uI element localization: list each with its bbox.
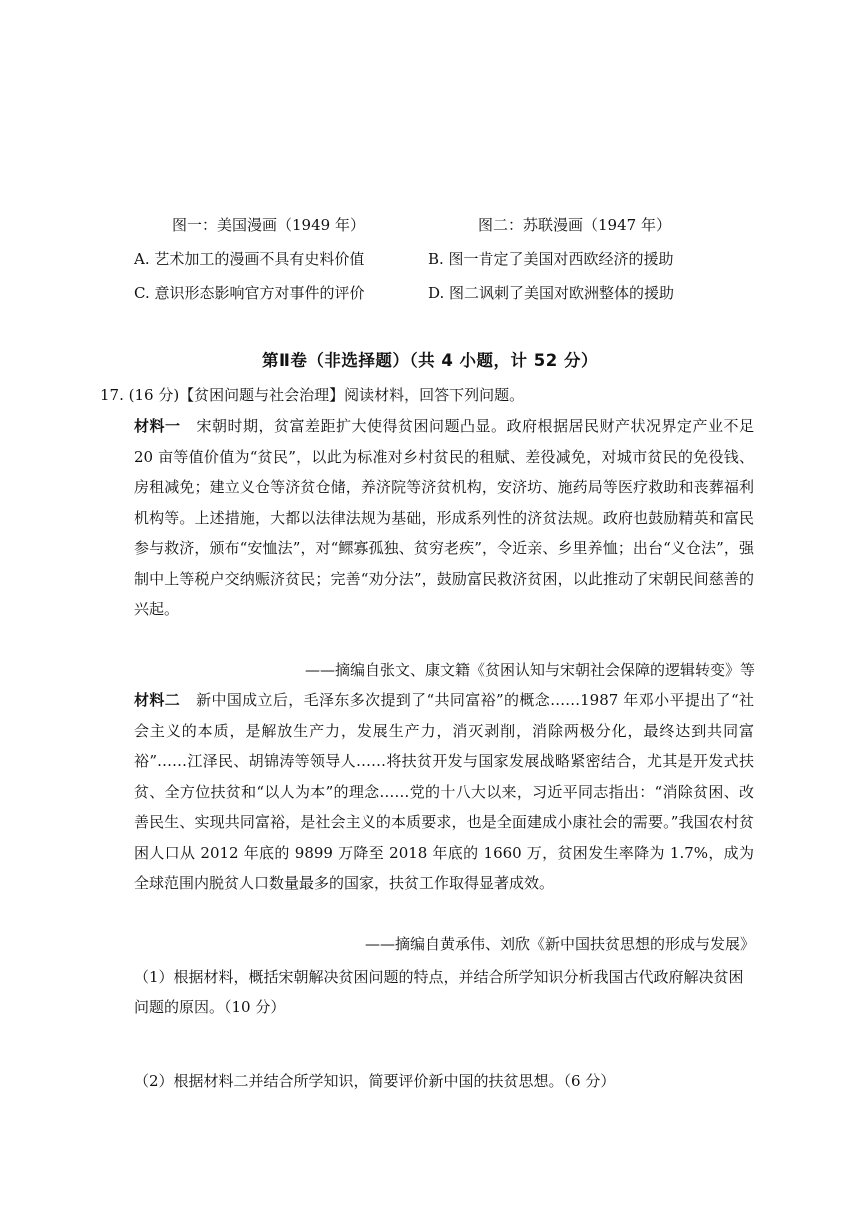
material-1-label: 材料一	[134, 417, 181, 435]
option-b: B. 图一肯定了美国对西欧经济的援助	[428, 250, 674, 268]
section-title: 第Ⅱ卷（非选择题）（共 4 小题，计 52 分）	[261, 351, 599, 370]
option-a: A. 艺术加工的漫画不具有史料价值	[134, 250, 365, 268]
sub-question-1: （1）根据材料，概括宋朝解决贫困问题的特点，并结合所学知识分析我国古代政府解决贫困问题的原因。（10 分）	[134, 968, 744, 1016]
figure-caption-1: 图一：美国漫画（1949 年）	[172, 216, 365, 234]
material-2-source: ——摘编自黄承伟、刘欣《新中国扶贫思想的形成与发展》	[364, 935, 755, 953]
sub-question-2: （2）根据材料二并结合所学知识，简要评价新中国的扶贫思想。（6 分）	[134, 1072, 616, 1090]
material-2	[134, 685, 754, 899]
figure-caption-2: 图二：苏联漫画（1947 年）	[478, 216, 671, 234]
material-1-source: ——摘编自张文、康文籍《贫困认知与宋朝社会保障的逻辑转变》等	[304, 661, 755, 679]
material-2-label: 材料二	[134, 691, 181, 709]
option-c: C. 意识形态影响官方对事件的评价	[134, 284, 365, 302]
option-d: D. 图二讽刺了美国对欧洲整体的援助	[428, 284, 675, 302]
question-17-head: 17. (16 分)【贫困问题与社会治理】阅读材料，回答下列问题。	[100, 386, 525, 404]
material-1	[134, 411, 754, 625]
material-1-text: 宋朝时期，贫富差距扩大使得贫困问题凸显。政府根据居民财产状况界定产业不足 20 亩等值价值为“贫民”，以此为标准对乡村贫民的租赋、差役减免，对城市贫民的免役钱、房租减免；建立义仓等济贫仓储，养济院等济贫机构，安济坊、施药局等医疗救助和丧葬福利机构等。上述措施，大都以法律法规为基础，形成系列性的济贫法规。政府也鼓励精英和富民参与救济，颁布“安恤法”，对“鳏寡孤独、贫穷老疾”，令近亲、乡里养恤；出台“义仓法”，强制中上等税户交纳赈济贫民；完善“劝分法”，鼓励富民救济贫困，以此推动了宋朝民间慈善的兴起。	[134, 417, 754, 618]
material-2-text: 新中国成立后，毛泽东多次提到了“共同富裕”的概念……1987 年邓小平提出了“社会主义的本质，是解放生产力，发展生产力，消灭剥削，消除两极分化，最终达到共同富裕”……江泽民、胡锦涛等领导人……将扶贫开发与国家发展战略紧密结合，尤其是开发式扶贫、全方位扶贫和“以人为本”的理念……党的十八大以来，习近平同志指出：“消除贫困、改善民生、实现共同富裕，是社会主义的本质要求，也是全面建成小康社会的需要。”我国农村贫困人口从 2012 年底的 9899 万降至 2018 年底的 1660 万，贫困发生率降为 1.7%，成为全球范围内脱贫人口数量最多的国家，扶贫工作取得显著成效。	[134, 691, 754, 892]
